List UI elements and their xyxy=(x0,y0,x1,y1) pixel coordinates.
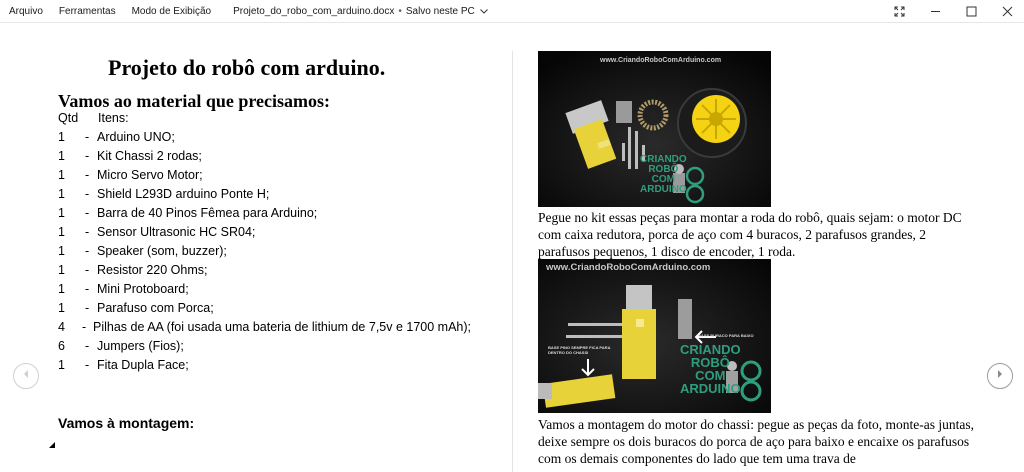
chevron-left-icon xyxy=(20,367,32,385)
materials-list xyxy=(58,130,508,377)
item-dash: - xyxy=(85,244,90,258)
brand-line: ROBÔ xyxy=(690,355,730,370)
brand-line: ARDUINO xyxy=(680,381,741,396)
item-text: Kit Chassi 2 rodas; xyxy=(97,149,202,163)
brand-line: ROBÔ xyxy=(648,164,679,175)
item-dash: - xyxy=(82,320,87,334)
item-qty: 1 xyxy=(58,225,65,239)
item-qty: 1 xyxy=(58,206,65,220)
item-text: Shield L293D arduino Ponte H; xyxy=(97,187,270,201)
item-dash: - xyxy=(85,168,90,182)
list-item xyxy=(58,263,508,282)
item-qty: 1 xyxy=(58,168,65,182)
list-header xyxy=(58,111,129,125)
item-dash: - xyxy=(85,339,90,353)
photo1-brand xyxy=(640,155,687,195)
fullscreen-icon xyxy=(894,6,905,17)
minimize-button[interactable] xyxy=(918,0,952,23)
item-text: Fita Dupla Face; xyxy=(97,358,189,372)
minimize-icon xyxy=(930,6,941,17)
assembly-heading: Vamos à montagem: xyxy=(58,415,195,431)
item-qty: 1 xyxy=(58,244,65,258)
photo-motor-assembly xyxy=(538,259,771,413)
list-header-qty: Qtd xyxy=(58,111,79,125)
window-controls xyxy=(880,0,1024,23)
item-qty: 1 xyxy=(58,358,65,372)
list-item xyxy=(58,168,508,187)
maximize-button[interactable] xyxy=(954,0,988,23)
paragraph-wheel-parts: Pegue no kit essas peças para montar a roda do robô, quais sejam: o motor DC com caixa redutora, porca de aço com 4 buracos, 2 parafusos grandes, 2 parafusos pequenos, 1 disco de encoder, 1 roda. xyxy=(538,210,962,259)
item-text: Speaker (som, buzzer); xyxy=(97,244,227,258)
title-separator: • xyxy=(398,5,402,17)
item-text: Parafuso com Porca; xyxy=(97,301,214,315)
item-qty: 1 xyxy=(58,149,65,163)
item-qty: 1 xyxy=(58,187,65,201)
list-item xyxy=(58,225,508,244)
item-text: Micro Servo Motor; xyxy=(97,168,203,182)
close-icon xyxy=(1002,6,1013,17)
item-qty: 1 xyxy=(58,282,65,296)
item-dash: - xyxy=(85,301,90,315)
document-heading: Projeto do robô com arduino. xyxy=(108,55,386,80)
document-view xyxy=(0,23,1024,472)
list-header-items: Itens: xyxy=(98,111,129,125)
item-dash: - xyxy=(85,282,90,296)
list-item xyxy=(58,244,508,263)
item-qty: 1 xyxy=(58,301,65,315)
item-dash: - xyxy=(85,149,90,163)
list-item xyxy=(58,358,508,377)
list-item xyxy=(58,206,508,225)
menu-modo-de-exibicao[interactable]: Modo de Exibição xyxy=(131,5,212,17)
title-bar xyxy=(0,0,1024,23)
materials-heading: Vamos ao material que precisamos: xyxy=(58,91,330,111)
brand-line: COM xyxy=(695,368,726,383)
previous-page-button[interactable] xyxy=(13,363,39,389)
page-divider xyxy=(512,51,513,472)
item-qty: 1 xyxy=(58,263,65,277)
item-dash: - xyxy=(85,358,90,372)
item-dash: - xyxy=(85,206,90,220)
photo2-note-base: BASE BURACO PARA BAIXO xyxy=(698,333,754,338)
close-button[interactable] xyxy=(990,0,1024,23)
item-qty: 6 xyxy=(58,339,65,353)
item-qty: 4 xyxy=(58,320,65,334)
chevron-down-icon xyxy=(479,6,489,16)
brand-line: CRIANDO xyxy=(680,342,741,357)
item-dash: - xyxy=(85,263,90,277)
list-item xyxy=(58,187,508,206)
item-qty: 1 xyxy=(58,130,65,144)
item-text: Pilhas de AA (foi usada uma bateria de lithium de 7,5v e 1700 mAh); xyxy=(93,320,472,334)
item-text: Barra de 40 Pinos Fêmea para Arduino; xyxy=(97,206,318,220)
item-text: Jumpers (Fios); xyxy=(97,339,184,353)
brand-line: CRIANDO xyxy=(640,154,687,165)
item-text: Mini Protoboard; xyxy=(97,282,189,296)
list-item xyxy=(58,282,508,301)
paragraph-motor-assembly: Vamos a montagem do motor do chassi: pegue as peças da foto, monte-as juntas, deixe sempre os dois buracos do porca de aço para baixo e encaixe os parafusos com os demais componentes do lado que tem uma trava de xyxy=(538,417,975,466)
photo-wheel-parts xyxy=(538,51,771,207)
menu-ferramentas[interactable]: Ferramentas xyxy=(58,5,116,17)
fullscreen-button[interactable] xyxy=(882,0,916,23)
photo2-watermark-url: www.CriandoRoboComArduino.com xyxy=(546,262,711,273)
photo1-watermark-url: www.CriandoRoboComArduino.com xyxy=(600,57,722,64)
list-item xyxy=(58,149,508,168)
maximize-icon xyxy=(966,6,977,17)
menu-arquivo[interactable]: Arquivo xyxy=(9,5,43,17)
document-title-dropdown[interactable] xyxy=(219,6,489,17)
next-page-button[interactable] xyxy=(987,363,1013,389)
list-item xyxy=(58,301,508,320)
item-dash: - xyxy=(85,130,90,144)
list-item xyxy=(58,339,508,358)
list-item xyxy=(58,130,508,149)
chevron-right-icon xyxy=(994,367,1006,385)
item-text: Arduino UNO; xyxy=(97,130,175,144)
list-item xyxy=(58,320,508,339)
item-text: Sensor Ultrasonic HC SR04; xyxy=(97,225,256,239)
brand-line: COM xyxy=(651,174,675,185)
item-dash: - xyxy=(85,225,90,239)
save-status: Salvo neste PC xyxy=(405,5,475,17)
document-name: Projeto_do_robo_com_arduino.docx xyxy=(233,5,395,17)
item-dash: - xyxy=(85,187,90,201)
brand-line: ARDUINO xyxy=(640,184,687,195)
photo2-note-pin: BASE PINO SEMPRE FICA PARA DENTRO DO CHASSI xyxy=(548,345,611,355)
photo2-brand xyxy=(680,343,741,395)
item-text: Resistor 220 Ohms; xyxy=(97,263,208,277)
text-cursor-marker xyxy=(49,442,55,448)
